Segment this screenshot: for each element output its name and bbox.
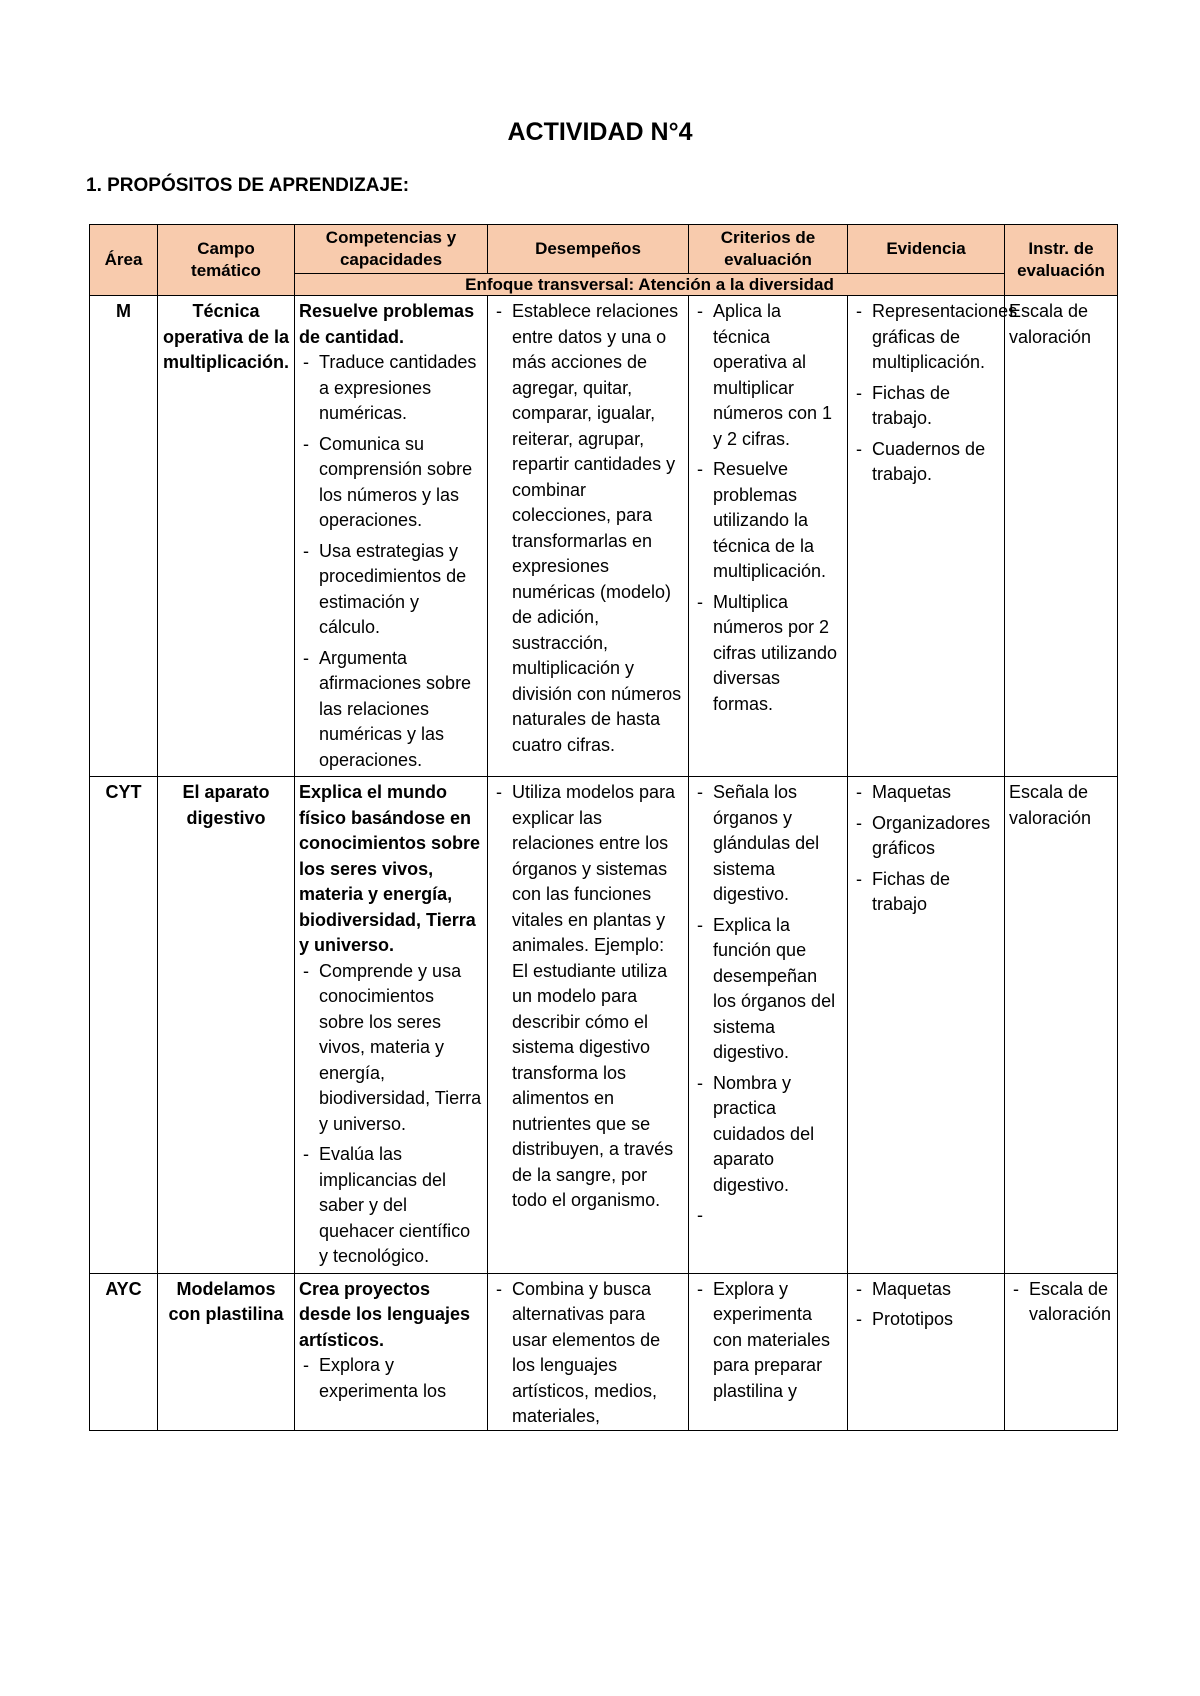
competencia-title: Crea proyectos desde los lenguajes artísticos. xyxy=(299,1278,471,1350)
evidencia-list xyxy=(852,780,1000,918)
table-row xyxy=(90,1273,1118,1430)
page-title: ACTIVIDAD N°4 xyxy=(507,118,693,146)
header-area: Área xyxy=(90,225,158,296)
list-item: - Cuadernos de trabajo. xyxy=(852,437,1000,488)
area-cell: M xyxy=(90,296,158,777)
area-cell: AYC xyxy=(90,1273,158,1430)
instrumento-cell xyxy=(1005,1273,1118,1430)
table-row xyxy=(90,296,1118,777)
evidencia-cell xyxy=(848,296,1018,777)
list-item: - Resuelve problemas utilizando la técnica de la multiplicación. xyxy=(693,457,843,585)
competencias-cell xyxy=(295,1273,488,1430)
list-item: - Traduce cantidades a expresiones numéricas. xyxy=(299,350,483,427)
list-item: - Argumenta afirmaciones sobre las relaciones numéricas y las operaciones. xyxy=(299,646,483,774)
list-item: - Maquetas xyxy=(852,1277,1000,1303)
desempenos-list xyxy=(492,299,684,758)
list-item: - Evalúa las implicancias del saber y del quehacer científico y tecnológico. xyxy=(299,1142,483,1270)
list-item: - Usa estrategias y procedimientos de estimación y cálculo. xyxy=(299,539,483,641)
campo-cell: Modelamos con plastilina xyxy=(158,1273,295,1430)
desempenos-cell xyxy=(488,1273,689,1430)
competencia-title: Resuelve problemas de cantidad. xyxy=(299,301,475,347)
area-cell: CYT xyxy=(90,777,158,1274)
list-item: - Nombra y practica cuidados del aparato digestivo. xyxy=(693,1071,843,1199)
criterios-cell xyxy=(689,777,848,1274)
list-item: - Aplica la técnica operativa al multiplicar números con 1 y 2 cifras. xyxy=(693,299,843,452)
desempenos-list xyxy=(492,780,684,1214)
table-header xyxy=(90,225,1118,296)
list-item: - Señala los órganos y glándulas del sistema digestivo. xyxy=(693,780,843,908)
list-item: - Explica la función que desempeñan los órganos del sistema digestivo. xyxy=(693,913,843,1066)
header-instrumento: Instr. de evaluación xyxy=(1005,225,1118,296)
instrumento-cell: Escala de valoración xyxy=(1005,296,1118,777)
table-row xyxy=(90,777,1118,1274)
criterios-list xyxy=(693,1277,843,1405)
list-item: - Representaciones gráficas de multiplicación. xyxy=(852,299,1000,376)
criterios-cell xyxy=(689,1273,848,1430)
evidencia-list xyxy=(852,299,1018,488)
instrumento-cell: Escala de valoración xyxy=(1005,777,1118,1274)
list-item: - Establece relaciones entre datos y una o más acciones de agregar, quitar, comparar, igualar, reiterar, agrupar, repartir cantidades y combinar colecciones, para transformarlas en expresiones numéricas (modelo) de adición, sustracción, multiplicación y división con números naturales de hasta cuatro cifras. xyxy=(492,299,684,758)
header-competencias: Competencias y capacidades xyxy=(295,225,488,274)
competencias-cell xyxy=(295,777,488,1274)
campo-cell: Técnica operativa de la multiplicación. xyxy=(158,296,295,777)
list-item: - Escala de valoración xyxy=(1009,1277,1113,1328)
cell-clip xyxy=(299,1277,483,1427)
desempenos-cell xyxy=(488,296,689,777)
desempenos-cell xyxy=(488,777,689,1274)
header-evidencia: Evidencia xyxy=(848,225,1005,274)
list-item: - Maquetas xyxy=(852,780,1000,806)
header-desempenos: Desempeños xyxy=(488,225,689,274)
list-item: - Explora y experimenta con materiales para preparar plastilina y xyxy=(693,1277,843,1405)
competencias-cell xyxy=(295,296,488,777)
section-heading: 1. PROPÓSITOS DE APRENDIZAJE: xyxy=(86,175,410,196)
list-item: - Fichas de trabajo. xyxy=(852,381,1000,432)
list-item: - Comprende y usa conocimientos sobre los seres vivos, materia y energía, biodiversidad, Tierra y universo. xyxy=(299,959,483,1138)
criterios-list xyxy=(693,780,843,1228)
capacidades-list xyxy=(299,1353,483,1404)
list-item: - Multiplica números por 2 cifras utilizando diversas formas. xyxy=(693,590,843,718)
evidencia-cell xyxy=(848,1273,1005,1430)
header-campo: Campo temático xyxy=(158,225,295,296)
header-criterios: Criterios de evaluación xyxy=(689,225,848,274)
cell-clip xyxy=(693,1277,843,1427)
instrumento-list xyxy=(1009,1277,1113,1328)
capacidades-list xyxy=(299,959,483,1270)
criterios-cell xyxy=(689,296,848,777)
list-item: - Fichas de trabajo xyxy=(852,867,1000,918)
list-item: - Organizadores gráficos xyxy=(852,811,1000,862)
evidencia-list xyxy=(852,1277,1000,1333)
criterios-list xyxy=(693,299,843,717)
header-enfoque: Enfoque transversal: Atención a la diversidad xyxy=(295,274,1005,296)
desempenos-list xyxy=(492,1277,684,1427)
competencia-title: Explica el mundo físico basándose en conocimientos sobre los seres vivos, materia y energía, biodiversidad, Tierra y universo. xyxy=(299,782,481,955)
capacidades-list xyxy=(299,350,483,773)
evidencia-cell xyxy=(848,777,1005,1274)
campo-cell: El aparato digestivo xyxy=(158,777,295,1274)
list-item: - Comunica su comprensión sobre los números y las operaciones. xyxy=(299,432,483,534)
list-item xyxy=(693,1203,843,1228)
list-item: - Combina y busca alternativas para usar elementos de los lenguajes artísticos, medios, materiales, xyxy=(492,1277,684,1427)
cell-clip xyxy=(492,1277,684,1427)
list-item: - Utiliza modelos para explicar las relaciones entre los órganos y sistemas con las funciones vitales en plantas y animales. Ejemplo: El estudiante utiliza un modelo para describir cómo el sistema digestivo transforma los alimentos en nutrientes que se distribuyen, a través de la sangre, por todo el organismo. xyxy=(492,780,684,1214)
learning-purposes-table xyxy=(89,224,1118,1431)
list-item: - Explora y experimenta los xyxy=(299,1353,483,1404)
list-item: - Prototipos xyxy=(852,1307,1000,1333)
